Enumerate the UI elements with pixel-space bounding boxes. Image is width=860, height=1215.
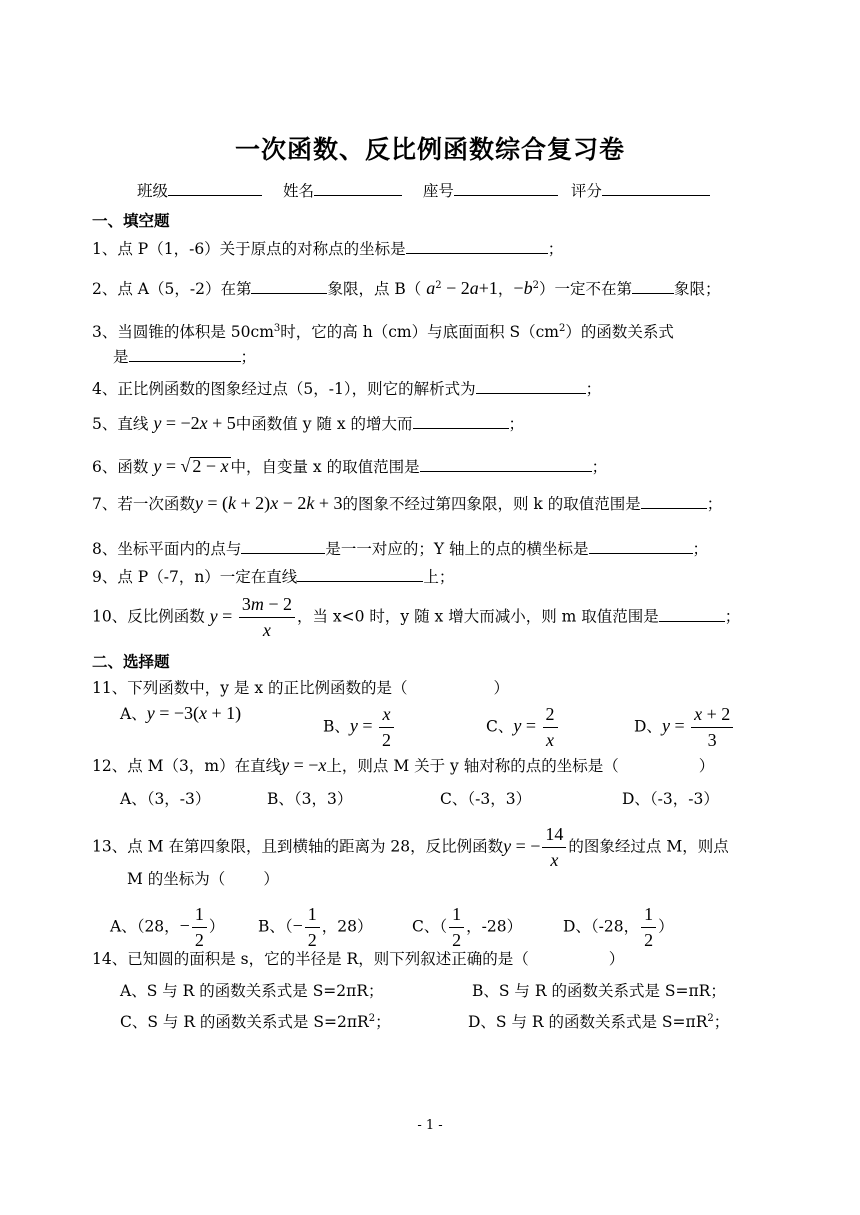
q12-option-b[interactable]: B、（3，3） <box>267 790 353 808</box>
q13-option-a[interactable]: A、（28，− $\frac{1}{2}$ ） <box>110 904 225 950</box>
question-14: 14、已知圆的面积是 s，它的半径是 R，则下列叙述正确的是（ ） <box>92 950 625 968</box>
page-title: 一次函数、反比例函数综合复习卷 <box>234 135 625 164</box>
question-5: 5、直线 y = −2x + 5中函数值 y 随 x 的增大而 ； <box>92 413 525 433</box>
question-2: 2、点 A（5，-2）在第 象限，点 B（ $a^2 - 2a+1$，$-b^2$）一定不在第 象限； <box>92 278 721 299</box>
class-field[interactable] <box>168 180 262 196</box>
q14-option-a[interactable]: A、S 与 R 的函数关系式是 S=2πR； <box>120 982 384 1000</box>
q12-option-c[interactable]: C、（-3，3） <box>440 790 532 808</box>
q7-answer-blank[interactable] <box>641 493 707 509</box>
name-field[interactable] <box>314 180 402 196</box>
q10-equation: y = $\frac{3m - 2}{x}$ <box>210 608 297 626</box>
q5-equation: y = −2x + 5 <box>153 413 236 433</box>
q13-option-c[interactable]: C、（ $\frac{1}{2}$ ，-28） <box>412 904 523 950</box>
student-info-row <box>137 180 710 202</box>
question-8: 8、坐标平面内的点与 是一一对应的；Y 轴上的点的横坐标是 ； <box>92 540 709 558</box>
class-label: 班级 <box>137 182 169 200</box>
q1-answer-blank[interactable] <box>406 238 548 254</box>
q14-option-d[interactable]: D、S 与 R 的函数关系式是 $S=\pi R^2$； <box>468 1013 730 1032</box>
q12-option-d[interactable]: D、（-3，-3） <box>622 790 719 808</box>
q2-point-b-expr: $a^2 - 2a+1$，$-b^2$ <box>426 278 539 299</box>
q11-option-c[interactable]: C、y = $\frac{2}{x}$ <box>486 702 560 753</box>
q9-answer-blank[interactable] <box>297 566 423 582</box>
q11-option-b[interactable]: B、y = $\frac{x}{2}$ <box>323 702 396 753</box>
q12-equation: y = −x <box>281 755 327 775</box>
q2-blank-1[interactable] <box>251 278 327 294</box>
seat-label: 座号 <box>422 182 454 200</box>
q8-blank-2[interactable] <box>589 538 693 554</box>
q13-equation: y = − $\frac{14}{x}$ <box>503 838 568 856</box>
q13-option-d[interactable]: D、（-28， $\frac{1}{2}$ ） <box>563 904 674 950</box>
page-number: - 1 - <box>417 1118 443 1133</box>
q11-option-a[interactable]: A、y = −3(x + 1) <box>120 703 242 723</box>
q8-blank-1[interactable] <box>241 538 325 554</box>
q10-answer-blank[interactable] <box>659 606 725 622</box>
section-choice-heading: 二、选择题 <box>92 653 170 671</box>
q7-equation: y = (k + 2)x − 2k + 3 <box>194 493 343 513</box>
q13-option-b[interactable]: B、（− $\frac{1}{2}$ ，28） <box>258 904 373 950</box>
q14-option-c[interactable]: C、S 与 R 的函数关系式是 $S=2\pi R^2$； <box>120 1013 391 1032</box>
q2-blank-2[interactable] <box>632 278 674 294</box>
q3-answer-blank[interactable] <box>129 346 241 362</box>
score-field[interactable] <box>602 180 710 196</box>
q5-answer-blank[interactable] <box>413 413 509 429</box>
seat-field[interactable] <box>454 180 558 196</box>
score-label: 评分 <box>570 182 602 200</box>
question-9: 9、点 P（-7，n）一定在直线 上； <box>92 568 455 586</box>
name-label: 姓名 <box>282 182 314 200</box>
q12-option-a[interactable]: A、（3，-3） <box>120 790 211 808</box>
question-3: 3、当圆锥的体积是 $50cm^3$时，它的高 h（cm）与底面面积 $S(cm^2)$的函数关系式 <box>92 323 674 342</box>
question-7: 7、若一次函数y = (k + 2)x − 2k + 3的图象不经过第四象限，则 k 的取值范围是 ； <box>92 493 723 513</box>
question-13: 13、点 M 在第四象限，且到横轴的距离为 28，反比例函数y = − $\frac{14}{x}$ 的图象经过点 M，则点 <box>92 824 729 870</box>
q4-answer-blank[interactable] <box>476 378 586 394</box>
q11-option-d[interactable]: D、y = $\frac{x + 2}{3}$ <box>634 702 735 753</box>
q6-answer-blank[interactable] <box>420 456 592 472</box>
section-fill-heading: 一、填空题 <box>92 212 170 230</box>
question-3-cont: 是 ； <box>113 348 257 366</box>
question-12: 12、点 M（3，m）在直线y = −x上，则点 M 关于 y 轴对称的点的坐标是（ ） <box>92 755 715 775</box>
question-4: 4、正比例函数的图象经过点（5，-1），则它的解析式为 ； <box>92 380 602 398</box>
q6-equation: y = √ 2 − x <box>153 456 229 476</box>
question-10: 10、反比例函数 y = $\frac{3m - 2}{x}$ ，当 x<0 时，y 随 x 增大而减小，则 m 取值范围是 ； <box>92 594 741 640</box>
question-1: 1、点 P（1，-6）关于原点的对称点的坐标是 ； <box>92 240 564 258</box>
question-13-cont: M 的坐标为（ ） <box>127 870 279 888</box>
question-6: 6、函数 y = √ 2 − x 中，自变量 x 的取值范围是 ； <box>92 456 608 476</box>
q14-option-b[interactable]: B、S 与 R 的函数关系式是 S=πR； <box>472 982 726 1000</box>
question-11: 11、下列函数中，y 是 x 的正比例函数的是（ ） <box>92 679 510 697</box>
